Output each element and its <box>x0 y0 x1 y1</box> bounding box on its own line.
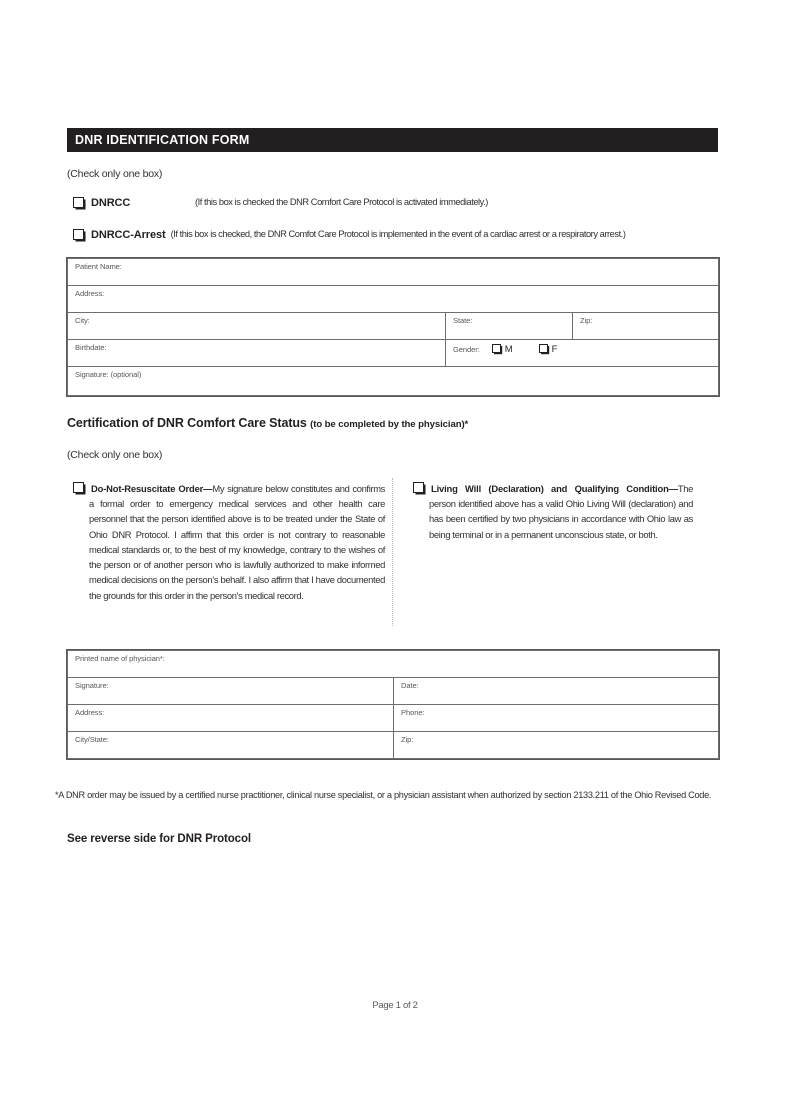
dnrcc-arrest-description: (If this box is checked, the DNR Comfot Care Protocol is implemented in the event of a cardiac arrest or a respiratory arrest.) <box>170 229 626 239</box>
patient-city-field[interactable] <box>68 313 446 340</box>
physician-city-state-label: City/State: <box>75 735 109 744</box>
patient-gender-field[interactable] <box>446 340 719 367</box>
patient-birthdate-field[interactable] <box>68 340 446 367</box>
physician-footnote: *A DNR order may be issued by a certified nurse practitioner, clinical nurse specialist, or a physician assistant when authorized by section 2133.211 of the Ohio Revised Code. <box>55 790 712 800</box>
dnrcc-checkbox[interactable] <box>73 197 84 208</box>
certification-heading-main: Certification of DNR Comfort Care Status <box>67 416 307 430</box>
physician-zip-label: Zip: <box>401 735 414 744</box>
table-row <box>68 678 719 705</box>
physician-signature-label: Signature: <box>75 681 109 690</box>
patient-zip-label: Zip: <box>580 316 593 325</box>
patient-address-label: Address: <box>75 289 105 298</box>
dnrcc-arrest-checkbox[interactable] <box>73 229 84 240</box>
dnr-order-option[interactable] <box>73 481 385 603</box>
dnrcc-option-row[interactable] <box>73 197 488 209</box>
table-row <box>68 286 719 313</box>
form-title-bar <box>67 128 718 152</box>
physician-phone-label: Phone: <box>401 708 425 717</box>
dnrcc-arrest-option-row[interactable] <box>73 229 626 241</box>
gender-male-option[interactable] <box>492 344 513 355</box>
dnr-order-lead: Do-Not-Resuscitate Order— <box>91 483 213 494</box>
table-row <box>68 259 719 286</box>
physician-printed-name-field[interactable] <box>68 651 719 678</box>
patient-information-table <box>67 258 719 396</box>
physician-date-field[interactable] <box>394 678 719 705</box>
table-row <box>68 313 719 340</box>
patient-name-field[interactable] <box>68 259 719 286</box>
dnr-order-body: My signature below constitutes and confirms a formal order to emergency medical services and other health care personnel that the person identified above is to be treated under the State of Ohio DNR Protocol. I affirm that this order is not contrary to reasonable medical standards or, to the best of my knowledge, contrary to the wishes of the person or of another person who is lawfully authorized to make informed medical decisions on the person’s behalf. I also affirm that I have documented the grounds for this order in the person’s medical record. <box>89 483 385 601</box>
patient-name-label: Patient Name: <box>75 262 122 271</box>
living-will-body: The person identified above has a valid Ohio Living Will (declaration) and has been certified by two physicians in accordance with Ohio law as being terminal or in a permanent unconscious state, or both. <box>429 483 693 540</box>
table-row <box>68 367 719 396</box>
dnrcc-label: DNRCC <box>91 197 131 209</box>
physician-address-label: Address: <box>75 708 105 717</box>
patient-state-label: State: <box>453 316 473 325</box>
patient-state-field[interactable] <box>446 313 573 340</box>
gender-female-label: F <box>551 344 558 355</box>
certification-check-note: (Check only one box) <box>67 449 163 461</box>
physician-information-table <box>67 650 719 759</box>
page-number: Page 1 of 2 <box>372 1000 418 1011</box>
patient-zip-field[interactable] <box>573 313 719 340</box>
physician-city-state-field[interactable] <box>68 732 394 759</box>
dnr-order-checkbox[interactable] <box>73 482 84 493</box>
certification-heading <box>67 416 468 430</box>
patient-signature-label: Signature: (optional) <box>75 370 142 379</box>
physician-address-field[interactable] <box>68 705 394 732</box>
living-will-checkbox[interactable] <box>413 482 424 493</box>
living-will-option[interactable] <box>413 481 693 542</box>
table-row <box>68 340 719 367</box>
patient-signature-field[interactable] <box>68 367 719 396</box>
gender-label: Gender: <box>453 345 480 354</box>
page-title: DNR IDENTIFICATION FORM <box>75 133 250 147</box>
patient-address-field[interactable] <box>68 286 719 313</box>
dnrcc-description: (If this box is checked the DNR Comfort Care Protocol is activated immediately.) <box>195 197 488 207</box>
table-row <box>68 705 719 732</box>
table-row <box>68 651 719 678</box>
gender-male-label: M <box>504 344 513 355</box>
identification-check-note: (Check only one box) <box>67 168 163 180</box>
physician-zip-field[interactable] <box>394 732 719 759</box>
physician-phone-field[interactable] <box>394 705 719 732</box>
patient-city-label: City: <box>75 316 90 325</box>
patient-birthdate-label: Birthdate: <box>75 343 107 352</box>
physician-printed-name-label: Printed name of physician*: <box>75 654 165 663</box>
living-will-lead: Living Will (Declaration) and Qualifying Condition— <box>431 483 678 494</box>
gender-male-checkbox[interactable] <box>492 344 501 353</box>
physician-signature-field[interactable] <box>68 678 394 705</box>
gender-female-checkbox[interactable] <box>539 344 548 353</box>
reverse-side-note: See reverse side for DNR Protocol <box>67 833 251 845</box>
physician-date-label: Date: <box>401 681 419 690</box>
certification-heading-sub: (to be completed by the physician)* <box>310 419 469 430</box>
gender-female-option[interactable] <box>539 344 558 355</box>
certification-column-divider <box>392 478 393 626</box>
dnrcc-arrest-label: DNRCC-Arrest <box>91 229 166 241</box>
table-row <box>68 732 719 759</box>
